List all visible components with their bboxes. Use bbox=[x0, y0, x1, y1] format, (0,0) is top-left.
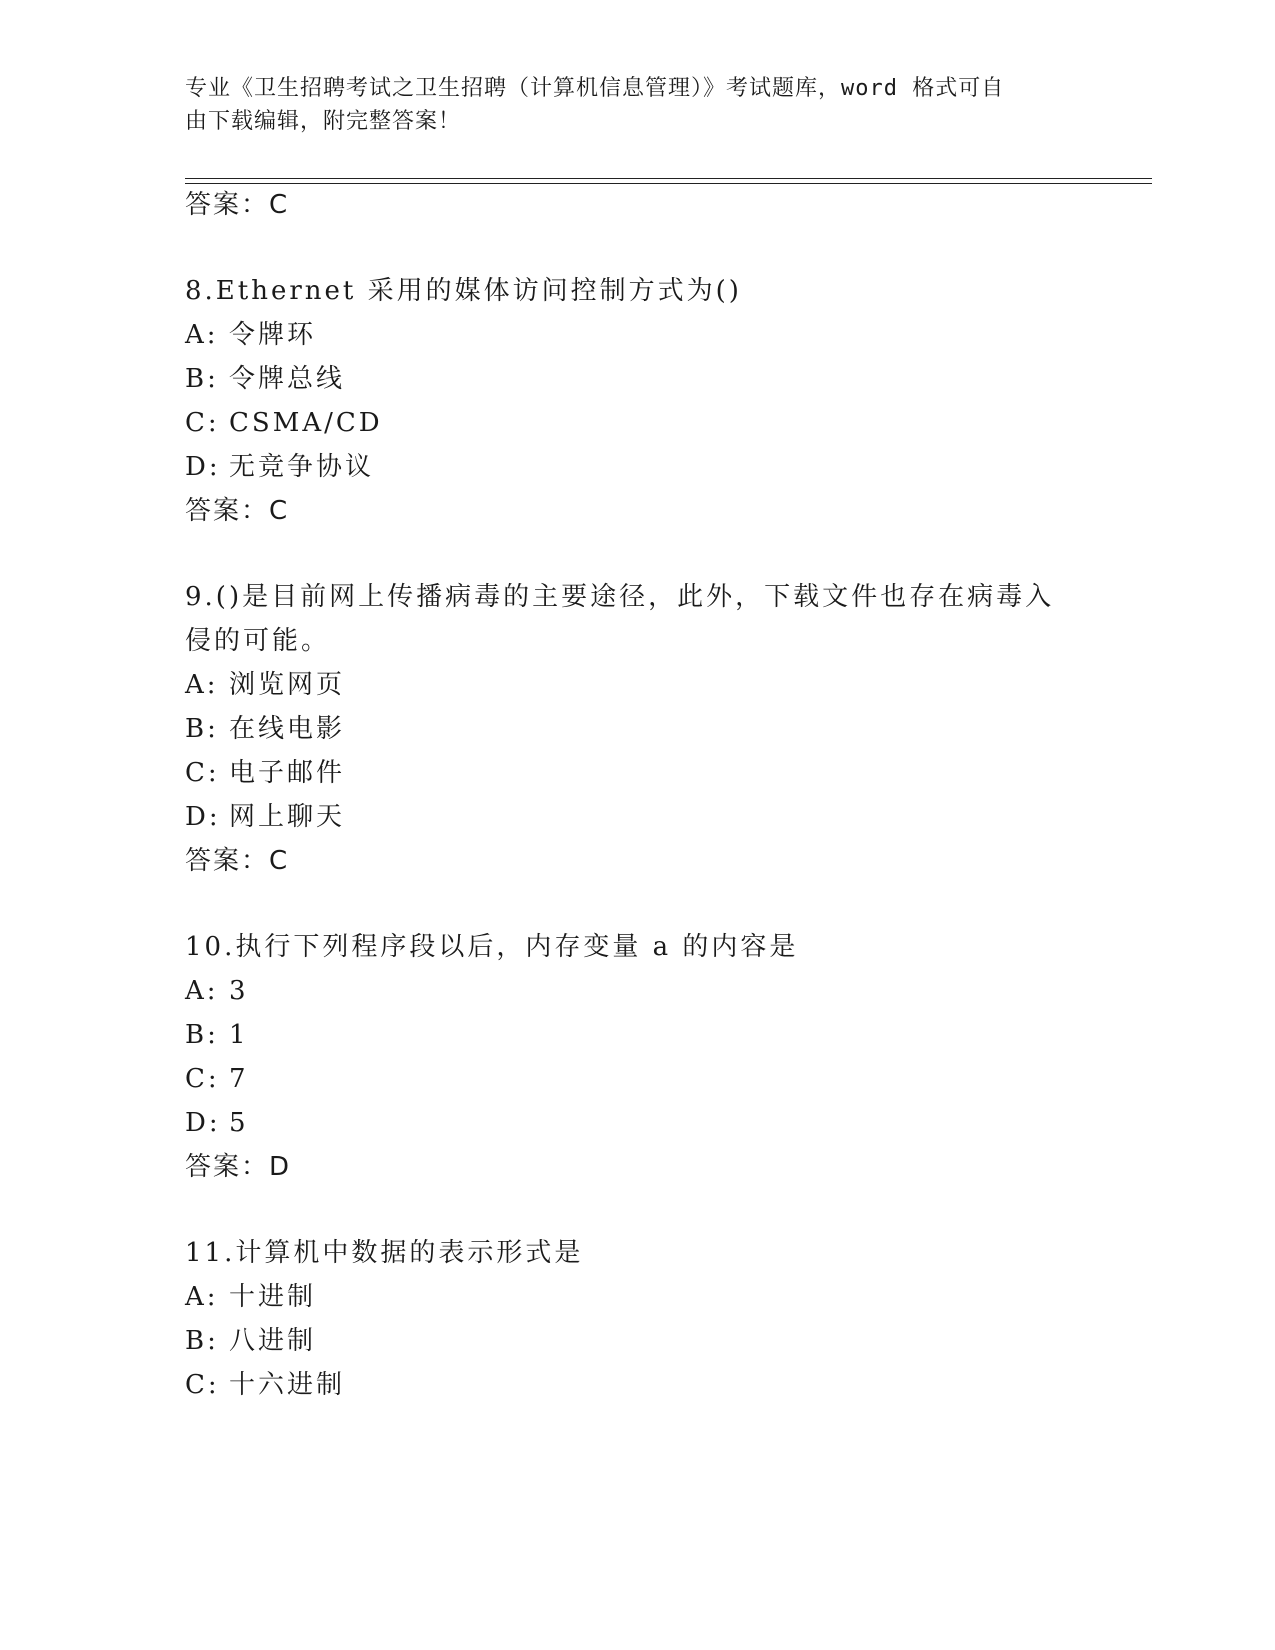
question-9-option-c bbox=[185, 756, 345, 790]
header-line-1: 专业《卫生招聘考试之卫生招聘（计算机信息管理）》考试题库，word 格式可自 bbox=[185, 76, 1005, 101]
question-11-option-b bbox=[185, 1324, 316, 1358]
option-key: A: bbox=[185, 670, 219, 700]
option-text: 十进制 bbox=[229, 1282, 317, 1312]
option-key: B: bbox=[185, 1326, 219, 1356]
answer-prev: 答案：C bbox=[185, 190, 290, 220]
header-divider-bottom bbox=[185, 183, 1152, 184]
option-text: 令牌总线 bbox=[229, 364, 346, 394]
option-key: B: bbox=[185, 714, 219, 744]
question-9-stem-line-2: 侵的可能。 bbox=[185, 626, 331, 656]
option-text: 八进制 bbox=[229, 1326, 317, 1356]
option-text: 5 bbox=[229, 1108, 249, 1138]
option-text: 电子邮件 bbox=[229, 758, 346, 788]
question-8-option-a bbox=[185, 318, 316, 352]
question-8-option-b bbox=[185, 362, 345, 396]
option-text: 1 bbox=[229, 1020, 249, 1050]
option-key: B: bbox=[185, 364, 219, 394]
option-key: C: bbox=[185, 408, 220, 438]
question-10-option-c bbox=[185, 1062, 249, 1096]
question-9-option-a bbox=[185, 668, 345, 702]
question-11-option-c bbox=[185, 1368, 345, 1402]
option-text: 7 bbox=[229, 1064, 249, 1094]
option-key: D: bbox=[185, 802, 221, 832]
document-header bbox=[185, 72, 1065, 138]
question-8-option-c bbox=[185, 406, 383, 440]
question-11-stem: 11.计算机中数据的表示形式是 bbox=[185, 1238, 584, 1268]
option-key: D: bbox=[185, 1108, 221, 1138]
option-key: D: bbox=[185, 452, 221, 482]
question-11-option-a bbox=[185, 1280, 316, 1314]
question-10-stem: 10.执行下列程序段以后，内存变量 a 的内容是 bbox=[185, 932, 799, 962]
question-10-option-b bbox=[185, 1018, 249, 1052]
option-text: 令牌环 bbox=[229, 320, 317, 350]
option-key: C: bbox=[185, 1064, 220, 1094]
option-key: A: bbox=[185, 976, 219, 1006]
option-key: C: bbox=[185, 758, 220, 788]
question-10-option-a bbox=[185, 974, 249, 1008]
option-key: C: bbox=[185, 1370, 220, 1400]
option-text: 在线电影 bbox=[229, 714, 346, 744]
option-key: A: bbox=[185, 1282, 219, 1312]
question-8-answer: 答案：C bbox=[185, 496, 290, 526]
question-10-answer: 答案：D bbox=[185, 1152, 292, 1182]
header-divider-top bbox=[185, 178, 1152, 179]
option-key: A: bbox=[185, 320, 219, 350]
option-text: 十六进制 bbox=[229, 1370, 346, 1400]
option-text: 无竞争协议 bbox=[229, 452, 375, 482]
question-8-stem: 8.Ethernet 采用的媒体访问控制方式为() bbox=[185, 276, 742, 306]
option-text: 浏览网页 bbox=[229, 670, 346, 700]
question-10-option-d bbox=[185, 1106, 249, 1140]
question-9-option-d bbox=[185, 800, 345, 834]
question-9-stem-line-1: 9.()是目前网上传播病毒的主要途径，此外，下载文件也存在病毒入 bbox=[185, 582, 1055, 612]
option-key: B: bbox=[185, 1020, 219, 1050]
option-text: CSMA/CD bbox=[229, 408, 383, 438]
question-9-option-b bbox=[185, 712, 345, 746]
option-text: 网上聊天 bbox=[229, 802, 346, 832]
question-9-answer: 答案：C bbox=[185, 846, 290, 876]
option-text: 3 bbox=[229, 976, 249, 1006]
question-8-option-d bbox=[185, 450, 374, 484]
header-line-2: 由下载编辑，附完整答案！ bbox=[185, 109, 462, 134]
